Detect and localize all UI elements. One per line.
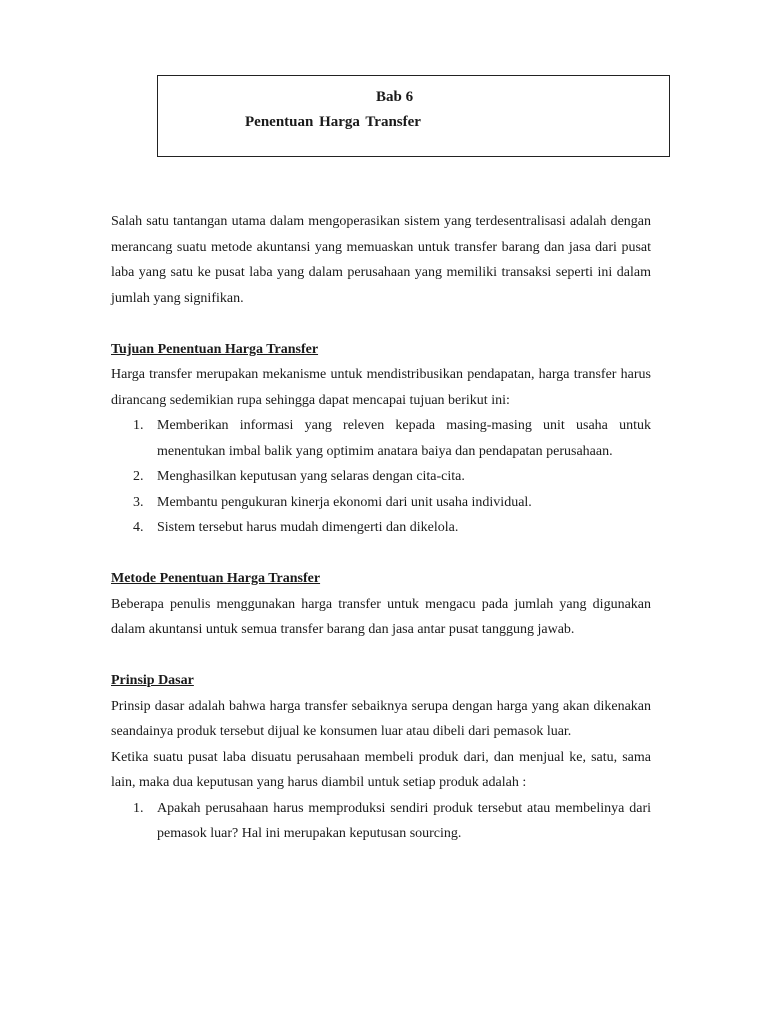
list-item-text: Membantu pengukuran kinerja ekonomi dari unit usaha individual. — [157, 494, 532, 510]
list-item-text: Apakah perusahaan harus memproduksi sendiri produk tersebut atau membelinya dari pemasok luar? Hal ini merupakan keputusan sourcing. — [157, 800, 651, 841]
chapter-title: Penentuan Harga Transfer — [245, 114, 421, 130]
section-prinsip-paragraph-1: Prinsip dasar adalah bahwa harga transfer sebaiknya serupa dengan harga yang akan dikenakan seandainya produk tersebut dijual ke konsumen luar atau dibeli dari pemasok luar. — [111, 698, 651, 739]
chapter-number: Bab 6 — [376, 89, 414, 105]
intro-paragraph: Salah satu tantangan utama dalam mengoperasikan sistem yang terdesentralisasi adalah dengan merancang suatu metode akuntansi yang memuaskan untuk transfer barang dan jasa dari pusat laba yang satu ke pusat laba yang dalam perusahaan yang memiliki transaksi seperti ini dalam jumlah yang signifikan. — [111, 214, 651, 306]
list-item-text: Sistem tersebut harus mudah dimengerti dan dikelola. — [157, 520, 459, 535]
list-item — [133, 796, 651, 847]
chapter-title-box — [157, 75, 670, 157]
list-number: 3. — [133, 494, 144, 510]
list-item — [133, 515, 651, 541]
section-prinsip-paragraph-2: Ketika suatu pusat laba disuatu perusahaan membeli produk dari, dan menjual ke, satu, sama lain, maka dua keputusan yang harus diambil untuk setiap produk adalah : — [111, 749, 651, 790]
section-metode-paragraph: Beberapa penulis menggunakan harga transfer untuk mengacu pada jumlah yang digunakan dalam akuntansi untuk semua transfer barang dan jasa antar pusat tanggung jawab. — [111, 596, 651, 637]
list-item-text: Menghasilkan keputusan yang selaras dengan cita-cita. — [157, 469, 465, 484]
section-heading-metode: Metode Penentuan Harga Transfer — [111, 571, 321, 586]
section-heading-prinsip: Prinsip Dasar — [111, 673, 194, 688]
list-item-text: Memberikan informasi yang releven kepada masing-masing unit usaha untuk menentukan imbal balik yang optimim anatara baiya dan pendapatan perusahaan. — [157, 418, 651, 459]
list-number: 4. — [133, 520, 144, 535]
list-number: 1. — [133, 800, 144, 816]
prinsip-list — [111, 796, 651, 847]
list-item — [133, 490, 651, 516]
list-number: 2. — [133, 469, 144, 484]
list-item — [133, 464, 651, 490]
tujuan-list — [111, 413, 651, 541]
section-heading-tujuan: Tujuan Penentuan Harga Transfer — [111, 341, 319, 357]
list-item — [133, 413, 651, 464]
document-body — [111, 209, 651, 847]
list-number: 1. — [133, 418, 144, 433]
section-tujuan-paragraph: Harga transfer merupakan mekanisme untuk mendistribusikan pendapatan, harga transfer harus dirancang sedemikian rupa sehingga dapat mencapai tujuan berikut ini: — [111, 367, 651, 408]
